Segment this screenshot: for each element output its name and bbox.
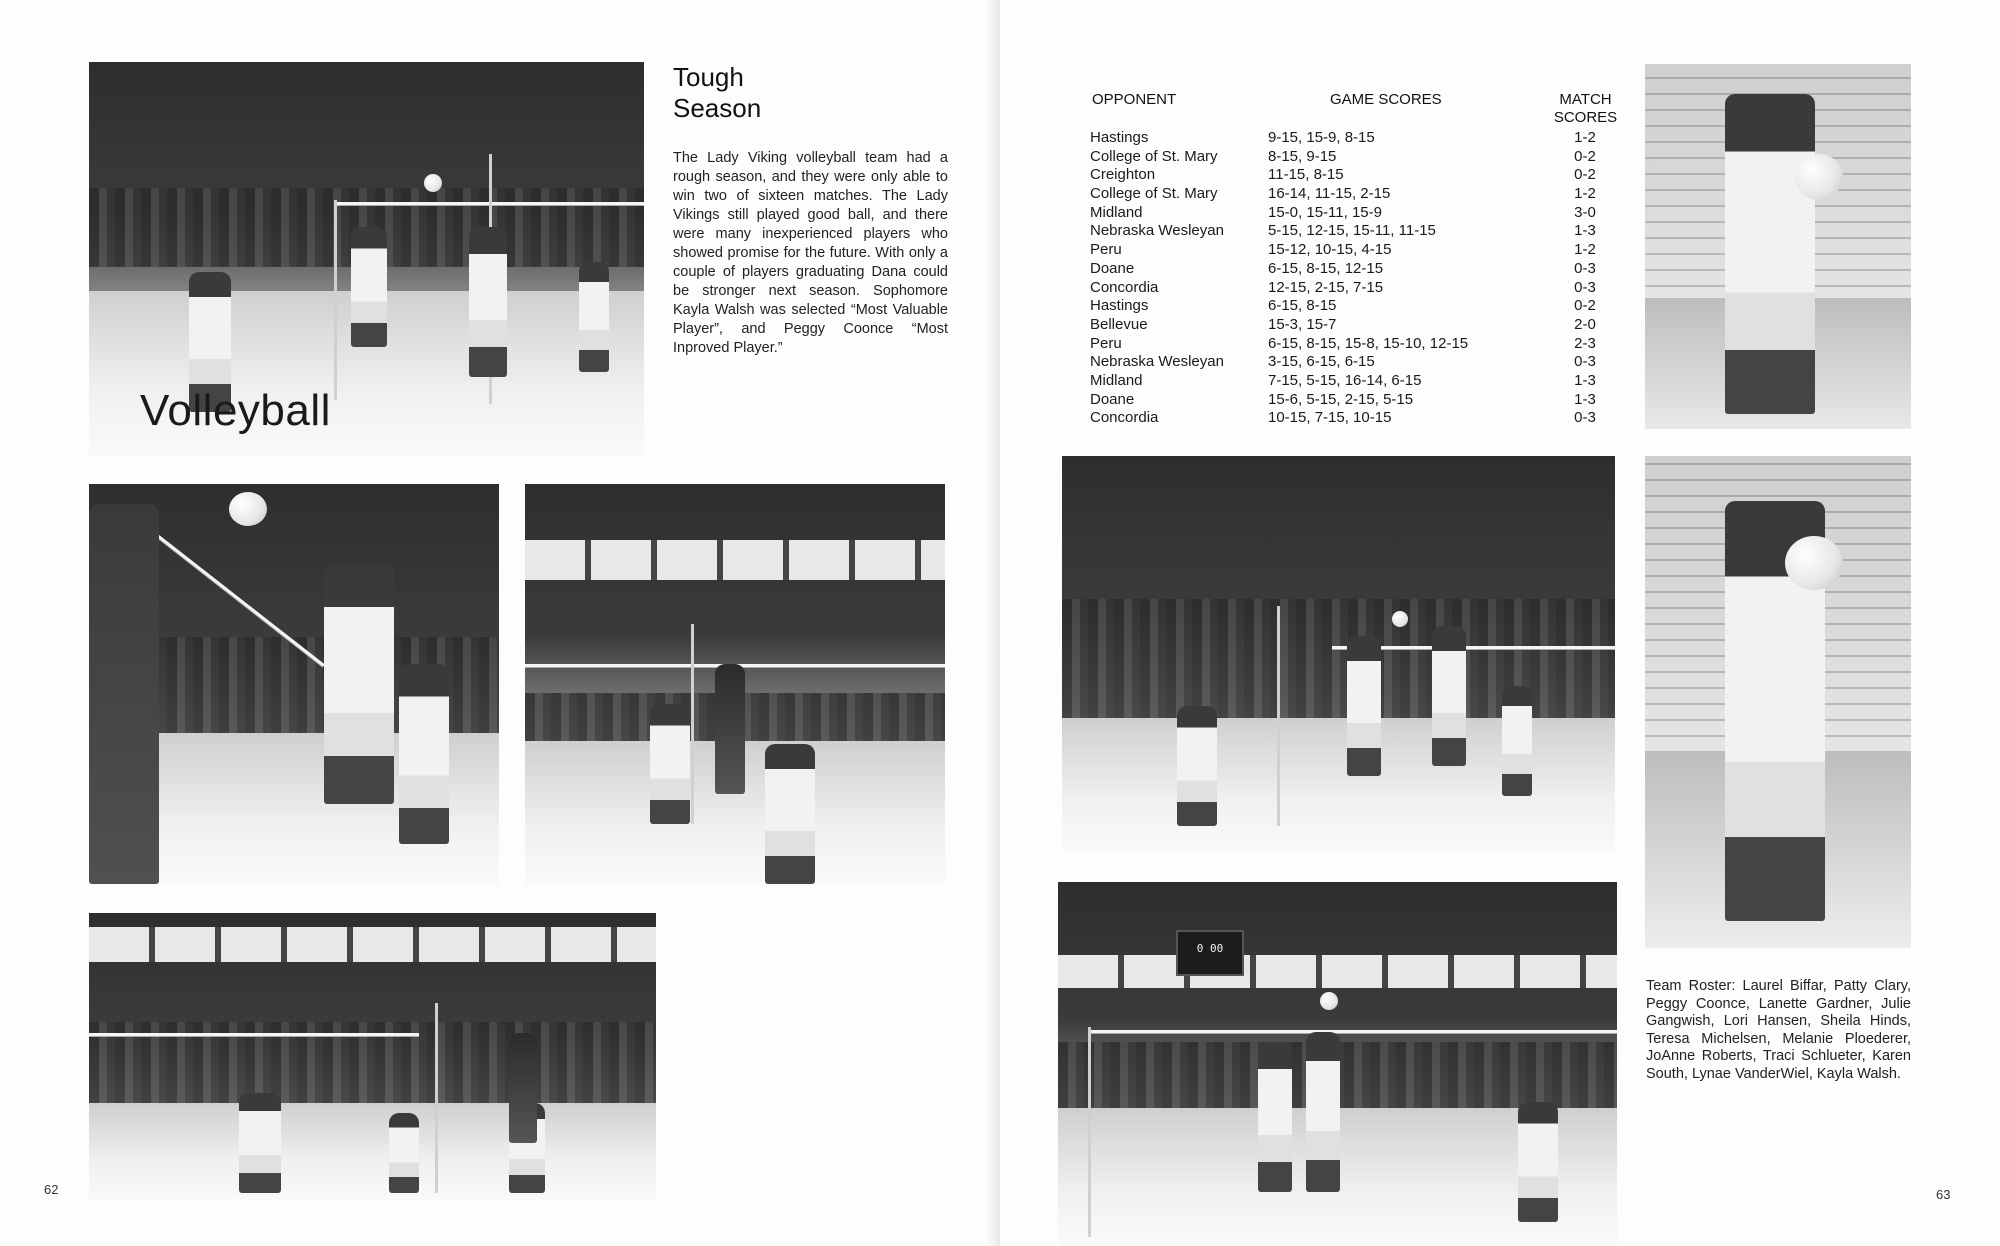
photo-server-holding-ball (1645, 64, 1911, 429)
header-game-scores: GAME SCORES (1330, 91, 1442, 108)
table-row (1088, 372, 1608, 391)
game-scores-cell: 6-15, 8-15, 15-8, 15-10, 12-15 (1268, 334, 1469, 352)
match-score-cell: 0-3 (1574, 259, 1596, 277)
table-row (1088, 185, 1608, 204)
table-row (1088, 222, 1608, 241)
game-scores-cell: 9-15, 15-9, 8-15 (1268, 129, 1375, 146)
game-scores-cell: 5-15, 12-15, 15-11, 11-15 (1268, 222, 1436, 240)
table-row (1088, 129, 1608, 148)
match-score-cell: 1-2 (1574, 241, 1596, 259)
game-scores-cell: 15-0, 15-11, 15-9 (1268, 203, 1382, 221)
game-scores-cell: 11-15, 8-15 (1268, 166, 1344, 184)
opponent-cell: Midland (1090, 371, 1143, 389)
page-number: 63 (1936, 1187, 1951, 1202)
article-body: The Lady Viking volleyball team had a rough season, and they were only able to win two of sixteen matches. The Lady Vikings still played good ball, and there were many inexperienced players who showed promise for the future. With only a couple of players graduating Dana could be stronger next season. Sophomore Kayla Walsh was selected “Most Valuable Player”, and Peggy Coonce “Most Inproved Player.” (673, 150, 948, 356)
table-row (1088, 316, 1608, 335)
game-scores-cell: 16-14, 11-15, 2-15 (1268, 185, 1391, 203)
match-score-cell: 0-3 (1574, 353, 1596, 371)
game-scores-cell: 15-12, 10-15, 4-15 (1268, 241, 1392, 259)
opponent-cell: Nebraska Wesleyan (1090, 353, 1224, 371)
header-match-scores: MATCH SCORES (1553, 91, 1618, 126)
game-scores-cell: 3-15, 6-15, 6-15 (1268, 353, 1375, 371)
opponent-cell: Bellevue (1090, 315, 1148, 333)
photo-spike-number-10 (89, 484, 499, 886)
match-score-cell: 0-2 (1574, 147, 1596, 165)
header-opponent: OPPONENT (1092, 91, 1177, 108)
right-page (1000, 0, 2000, 1246)
opponent-cell: Hastings (1090, 129, 1149, 146)
match-score-cell: 1-2 (1574, 129, 1596, 146)
game-scores-cell: 8-15, 9-15 (1268, 147, 1337, 165)
match-score-cell: 1-3 (1574, 371, 1596, 389)
opponent-cell: Doane (1090, 390, 1135, 408)
photo-server-ready (1645, 456, 1911, 948)
match-score-cell: 2-3 (1574, 334, 1596, 352)
opponent-cell: Midland (1090, 203, 1143, 221)
match-score-cell: 1-3 (1574, 222, 1596, 240)
match-score-cell: 1-2 (1574, 185, 1596, 203)
table-row (1088, 166, 1608, 185)
opponent-cell: Peru (1090, 334, 1122, 352)
photo-wide-gym-match (89, 913, 656, 1201)
match-score-cell: 1-3 (1574, 390, 1596, 408)
table-row (1088, 148, 1608, 167)
game-scores-cell: 15-3, 15-7 (1268, 315, 1337, 333)
table-row (1088, 391, 1608, 410)
opponent-cell: Peru (1090, 241, 1122, 259)
opponent-cell: College of St. Mary (1090, 147, 1218, 165)
opponent-cell: Nebraska Wesleyan (1090, 222, 1224, 240)
scores-rows (1088, 129, 1608, 428)
team-roster: Team Roster: Laurel Biffar, Patty Clary, Peggy Coonce, Lanette Gardner, Julie Gangwish, Lori Hansen, Sheila Hinds, Teresa Michelsen, Melanie Ploederer, JoAnne Roberts, Traci Schlueter, Karen South, Lynae VanderWiel, Kayla Walsh. (1646, 978, 1911, 1082)
opponent-cell: Concordia (1090, 278, 1159, 296)
table-row (1088, 297, 1608, 316)
scoreboard (1176, 930, 1244, 976)
table-row (1088, 353, 1608, 372)
table-row (1088, 409, 1608, 428)
match-score-cell: 3-0 (1574, 203, 1596, 221)
photo-gym-scoreboard-match (1058, 882, 1617, 1246)
match-score-cell: 0-3 (1574, 278, 1596, 296)
page-number: 62 (44, 1182, 59, 1197)
match-score-cell: 0-2 (1574, 166, 1596, 184)
scoreboard-digits: 0 00 (1196, 942, 1224, 955)
table-row (1088, 241, 1608, 260)
game-scores-cell: 12-15, 2-15, 7-15 (1268, 278, 1384, 296)
game-scores-cell: 6-15, 8-15 (1268, 297, 1337, 315)
opponent-cell: Concordia (1090, 409, 1159, 427)
match-score-cell: 0-3 (1574, 409, 1596, 427)
opponent-cell: College of St. Mary (1090, 185, 1218, 203)
game-scores-cell: 6-15, 8-15, 12-15 (1268, 259, 1384, 277)
table-row (1088, 260, 1608, 279)
opponent-cell: Creighton (1090, 166, 1156, 184)
game-scores-cell: 15-6, 5-15, 2-15, 5-15 (1268, 390, 1414, 408)
photo-bump-pass (525, 484, 945, 886)
match-score-cell: 2-0 (1574, 315, 1596, 333)
table-row (1088, 335, 1608, 354)
game-scores-cell: 7-15, 5-15, 16-14, 6-15 (1268, 371, 1422, 389)
match-score-cell: 0-2 (1574, 297, 1596, 315)
page-title-volleyball: Volleyball (140, 386, 331, 435)
section-title: Tough Season (673, 62, 762, 123)
table-row (1088, 279, 1608, 298)
table-row (1088, 204, 1608, 223)
game-scores-cell: 10-15, 7-15, 10-15 (1268, 409, 1392, 427)
opponent-cell: Doane (1090, 259, 1135, 277)
photo-block-at-net (1062, 456, 1615, 853)
opponent-cell: Hastings (1090, 297, 1149, 315)
